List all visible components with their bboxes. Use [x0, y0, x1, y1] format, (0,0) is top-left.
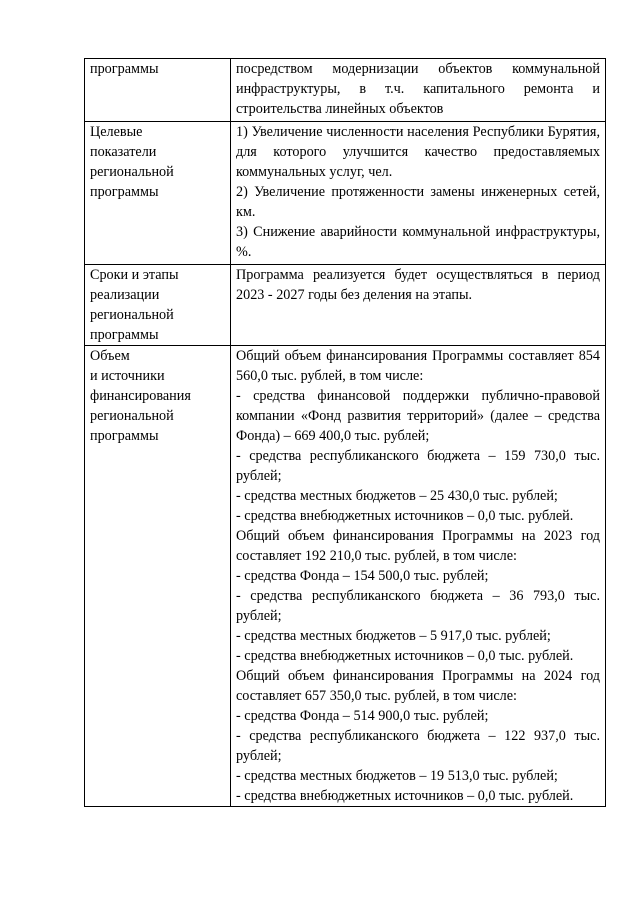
- content-paragraph: посредством модернизации объектов коммунальной инфраструктуры, в т.ч. капитального ремонта и строительства линейных объектов: [236, 61, 600, 117]
- row-label-line: программы: [90, 428, 159, 444]
- row-label-line: программы: [90, 327, 159, 343]
- program-passport-table: [84, 58, 606, 807]
- content-paragraph: - средства внебюджетных источников – 0,0 тыс. рублей.: [236, 648, 574, 664]
- content-paragraph: - средства местных бюджетов – 25 430,0 тыс. рублей;: [236, 488, 558, 504]
- table-row: [85, 265, 606, 346]
- row-label-line: Целевые: [90, 124, 143, 140]
- content-paragraph: 1) Увеличение численности населения Республики Бурятия, для которого улучшится качество предоставляемых коммунальных услуг, чел.: [236, 124, 600, 180]
- table-row: [85, 346, 606, 807]
- content-paragraph: - средства местных бюджетов – 19 513,0 тыс. рублей;: [236, 768, 558, 784]
- content-paragraph: - средства местных бюджетов – 5 917,0 тыс. рублей;: [236, 628, 551, 644]
- row-content-cell: [231, 59, 606, 122]
- row-content-cell: [231, 346, 606, 807]
- row-label-cell: [85, 122, 231, 265]
- content-paragraph: - средства республиканского бюджета – 122 937,0 тыс. рублей;: [236, 728, 600, 764]
- content-paragraph: Общий объем финансирования Программы на 2024 год составляет 657 350,0 тыс. рублей, в том числе:: [236, 668, 600, 704]
- row-label-line: показатели: [90, 144, 157, 160]
- content-paragraph: Программа реализуется будет осуществляться в период 2023 - 2027 годы без деления на этапы.: [236, 267, 600, 303]
- content-paragraph: - средства республиканского бюджета – 159 730,0 тыс. рублей;: [236, 448, 600, 484]
- row-content-cell: [231, 122, 606, 265]
- table-row: [85, 122, 606, 265]
- content-paragraph: - средства республиканского бюджета – 36 793,0 тыс. рублей;: [236, 588, 600, 624]
- row-label-line: региональной: [90, 164, 174, 180]
- row-label-line: региональной: [90, 307, 174, 323]
- content-paragraph: Общий объем финансирования Программы на 2023 год составляет 192 210,0 тыс. рублей, в том числе:: [236, 528, 600, 564]
- row-content-cell: [231, 265, 606, 346]
- row-label-line: программы: [90, 184, 159, 200]
- row-label-line: Объем: [90, 348, 130, 364]
- row-label-cell: [85, 346, 231, 807]
- row-label-line: и источники: [90, 368, 165, 384]
- content-paragraph: - средства финансовой поддержки публично-правовой компании «Фонд развития территорий» (далее – средства Фонда) – 669 400,0 тыс. рублей;: [236, 388, 600, 444]
- row-label-line: региональной: [90, 408, 174, 424]
- content-paragraph: - средства Фонда – 514 900,0 тыс. рублей;: [236, 708, 489, 724]
- content-paragraph: - средства внебюджетных источников – 0,0 тыс. рублей.: [236, 788, 574, 804]
- row-label-line: финансирования: [90, 388, 191, 404]
- row-label-cell: [85, 265, 231, 346]
- content-paragraph: - средства Фонда – 154 500,0 тыс. рублей;: [236, 568, 489, 584]
- row-label-line: реализации: [90, 287, 160, 303]
- row-label-line: программы: [90, 61, 159, 77]
- content-paragraph: Общий объем финансирования Программы составляет 854 560,0 тыс. рублей, в том числе:: [236, 348, 600, 384]
- table-row: [85, 59, 606, 122]
- content-paragraph: - средства внебюджетных источников – 0,0 тыс. рублей.: [236, 508, 574, 524]
- row-label-cell: [85, 59, 231, 122]
- content-paragraph: 2) Увеличение протяженности замены инженерных сетей, км.: [236, 184, 600, 220]
- content-paragraph: 3) Снижение аварийности коммунальной инфраструктуры, %.: [236, 224, 600, 260]
- row-label-line: Сроки и этапы: [90, 267, 179, 283]
